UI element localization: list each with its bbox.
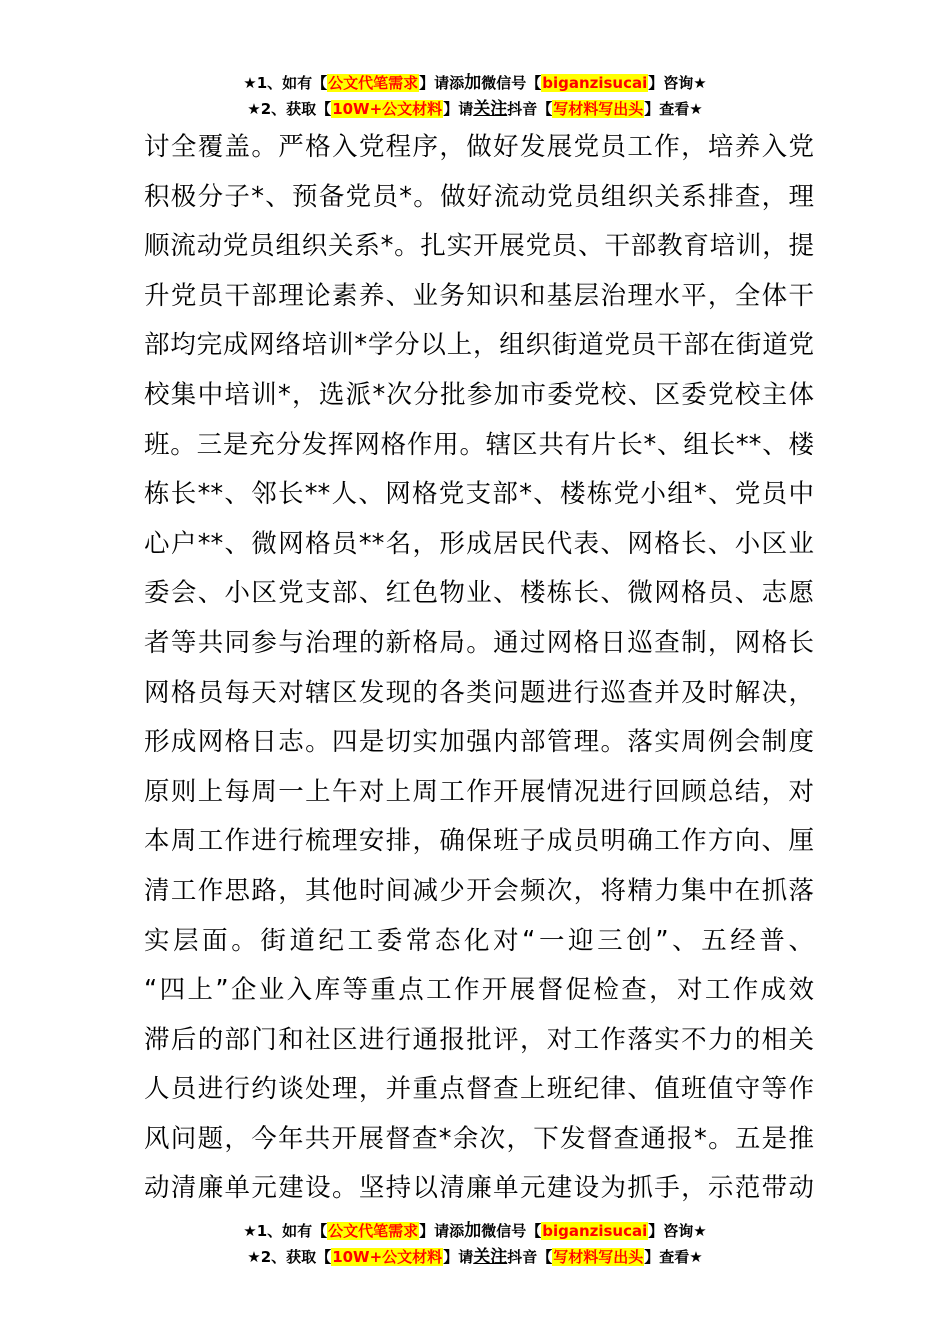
promo-emphasis: 关注 — [473, 99, 508, 119]
promo-emphasis: 加 — [464, 73, 482, 93]
body-line: 栋长**、邻长**人、网格党支部*、楼栋党小组*、党员中 — [144, 479, 814, 510]
promo-highlight-service: 公文代笔需求 — [328, 1222, 419, 1240]
promo-highlight-materials: 10W+公文材料 — [332, 100, 443, 118]
promo-text: ★2、获取【 — [247, 100, 332, 118]
document-body — [144, 123, 814, 1214]
promo-highlight-service: 公文代笔需求 — [328, 74, 419, 92]
body-line: 积极分子*、预备党员*。做好流动党员组织关系排查，理 — [144, 181, 814, 212]
promo-highlight-douyin-account: 写材料写出头 — [553, 100, 644, 118]
promo-highlight-wechat-id: biganzisucai — [542, 74, 648, 92]
body-line: 形成网格日志。四是切实加强内部管理。落实周例会制度 — [144, 727, 814, 758]
body-line: 心户**、微网格员**名，形成居民代表、网格长、小区业 — [144, 528, 814, 559]
promo-text: 】咨询★ — [648, 1222, 707, 1240]
footer-promo-line-2 — [0, 1244, 950, 1270]
footer-promo-line-1 — [0, 1218, 950, 1244]
body-line: 部均完成网络培训*学分以上，组织街道党员干部在街道党 — [144, 330, 814, 361]
promo-text: ★1、如有【 — [243, 74, 328, 92]
promo-text: 】咨询★ — [648, 74, 707, 92]
body-line: “四上”企业入库等重点工作开展督促检查，对工作成效 — [144, 975, 814, 1006]
body-line: 升党员干部理论素养、业务知识和基层治理水平，全体干 — [144, 280, 814, 311]
promo-text: 】请添 — [419, 1222, 465, 1240]
promo-emphasis: 加 — [464, 1221, 482, 1241]
header-promo-banner — [0, 70, 950, 122]
promo-text: 】查看★ — [644, 1248, 703, 1266]
body-line: 实层面。街道纪工委常态化对“一迎三创”、五经普、 — [144, 925, 814, 956]
body-line: 委会、小区党支部、红色物业、楼栋长、微网格员、志愿 — [144, 578, 814, 609]
body-line: 者等共同参与治理的新格局。通过网格日巡查制，网格长 — [144, 627, 814, 658]
promo-emphasis: 关注 — [473, 1247, 508, 1267]
body-line: 网格员每天对辖区发现的各类问题进行巡查并及时解决， — [144, 677, 814, 708]
body-line: 人员进行约谈处理，并重点督查上班纪律、值班值守等作 — [144, 1074, 814, 1105]
body-line: 清工作思路，其他时间减少开会频次，将精力集中在抓落 — [144, 875, 814, 906]
promo-highlight-materials: 10W+公文材料 — [332, 1248, 443, 1266]
body-line: 原则上每周一上午对上周工作开展情况进行回顾总结，对 — [144, 776, 814, 807]
promo-text: 】请 — [443, 1248, 474, 1266]
promo-text: 】请 — [443, 100, 474, 118]
body-line: 动清廉单元建设。坚持以清廉单元建设为抓手，示范带动 — [144, 1173, 814, 1204]
body-line: 讨全覆盖。严格入党程序，做好发展党员工作，培养入党 — [144, 132, 814, 162]
promo-text: ★2、获取【 — [247, 1248, 332, 1266]
promo-highlight-douyin-account: 写材料写出头 — [553, 1248, 644, 1266]
header-promo-line-1 — [0, 70, 950, 96]
promo-text: 微信号【 — [481, 74, 542, 92]
body-line: 滞后的部门和社区进行通报批评，对工作落实不力的相关 — [144, 1024, 814, 1055]
body-line: 本周工作进行梳理安排，确保班子成员明确工作方向、厘 — [144, 826, 814, 857]
header-promo-line-2 — [0, 96, 950, 122]
body-line: 校集中培训*，选派*次分批参加市委党校、区委党校主体 — [144, 379, 814, 410]
body-line: 班。三是充分发挥网格作用。辖区共有片长*、组长**、楼 — [144, 429, 814, 460]
promo-text: ★1、如有【 — [243, 1222, 328, 1240]
promo-text: 微信号【 — [481, 1222, 542, 1240]
promo-text: 抖音【 — [507, 100, 553, 118]
body-line: 风问题，今年共开展督查*余次，下发督查通报*。五是推 — [144, 1123, 814, 1154]
footer-promo-banner — [0, 1218, 950, 1270]
promo-text: 】请添 — [419, 74, 465, 92]
promo-highlight-wechat-id: biganzisucai — [542, 1222, 648, 1240]
promo-text: 抖音【 — [507, 1248, 553, 1266]
promo-text: 】查看★ — [644, 100, 703, 118]
body-line: 顺流动党员组织关系*。扎实开展党员、干部教育培训，提 — [144, 231, 814, 262]
